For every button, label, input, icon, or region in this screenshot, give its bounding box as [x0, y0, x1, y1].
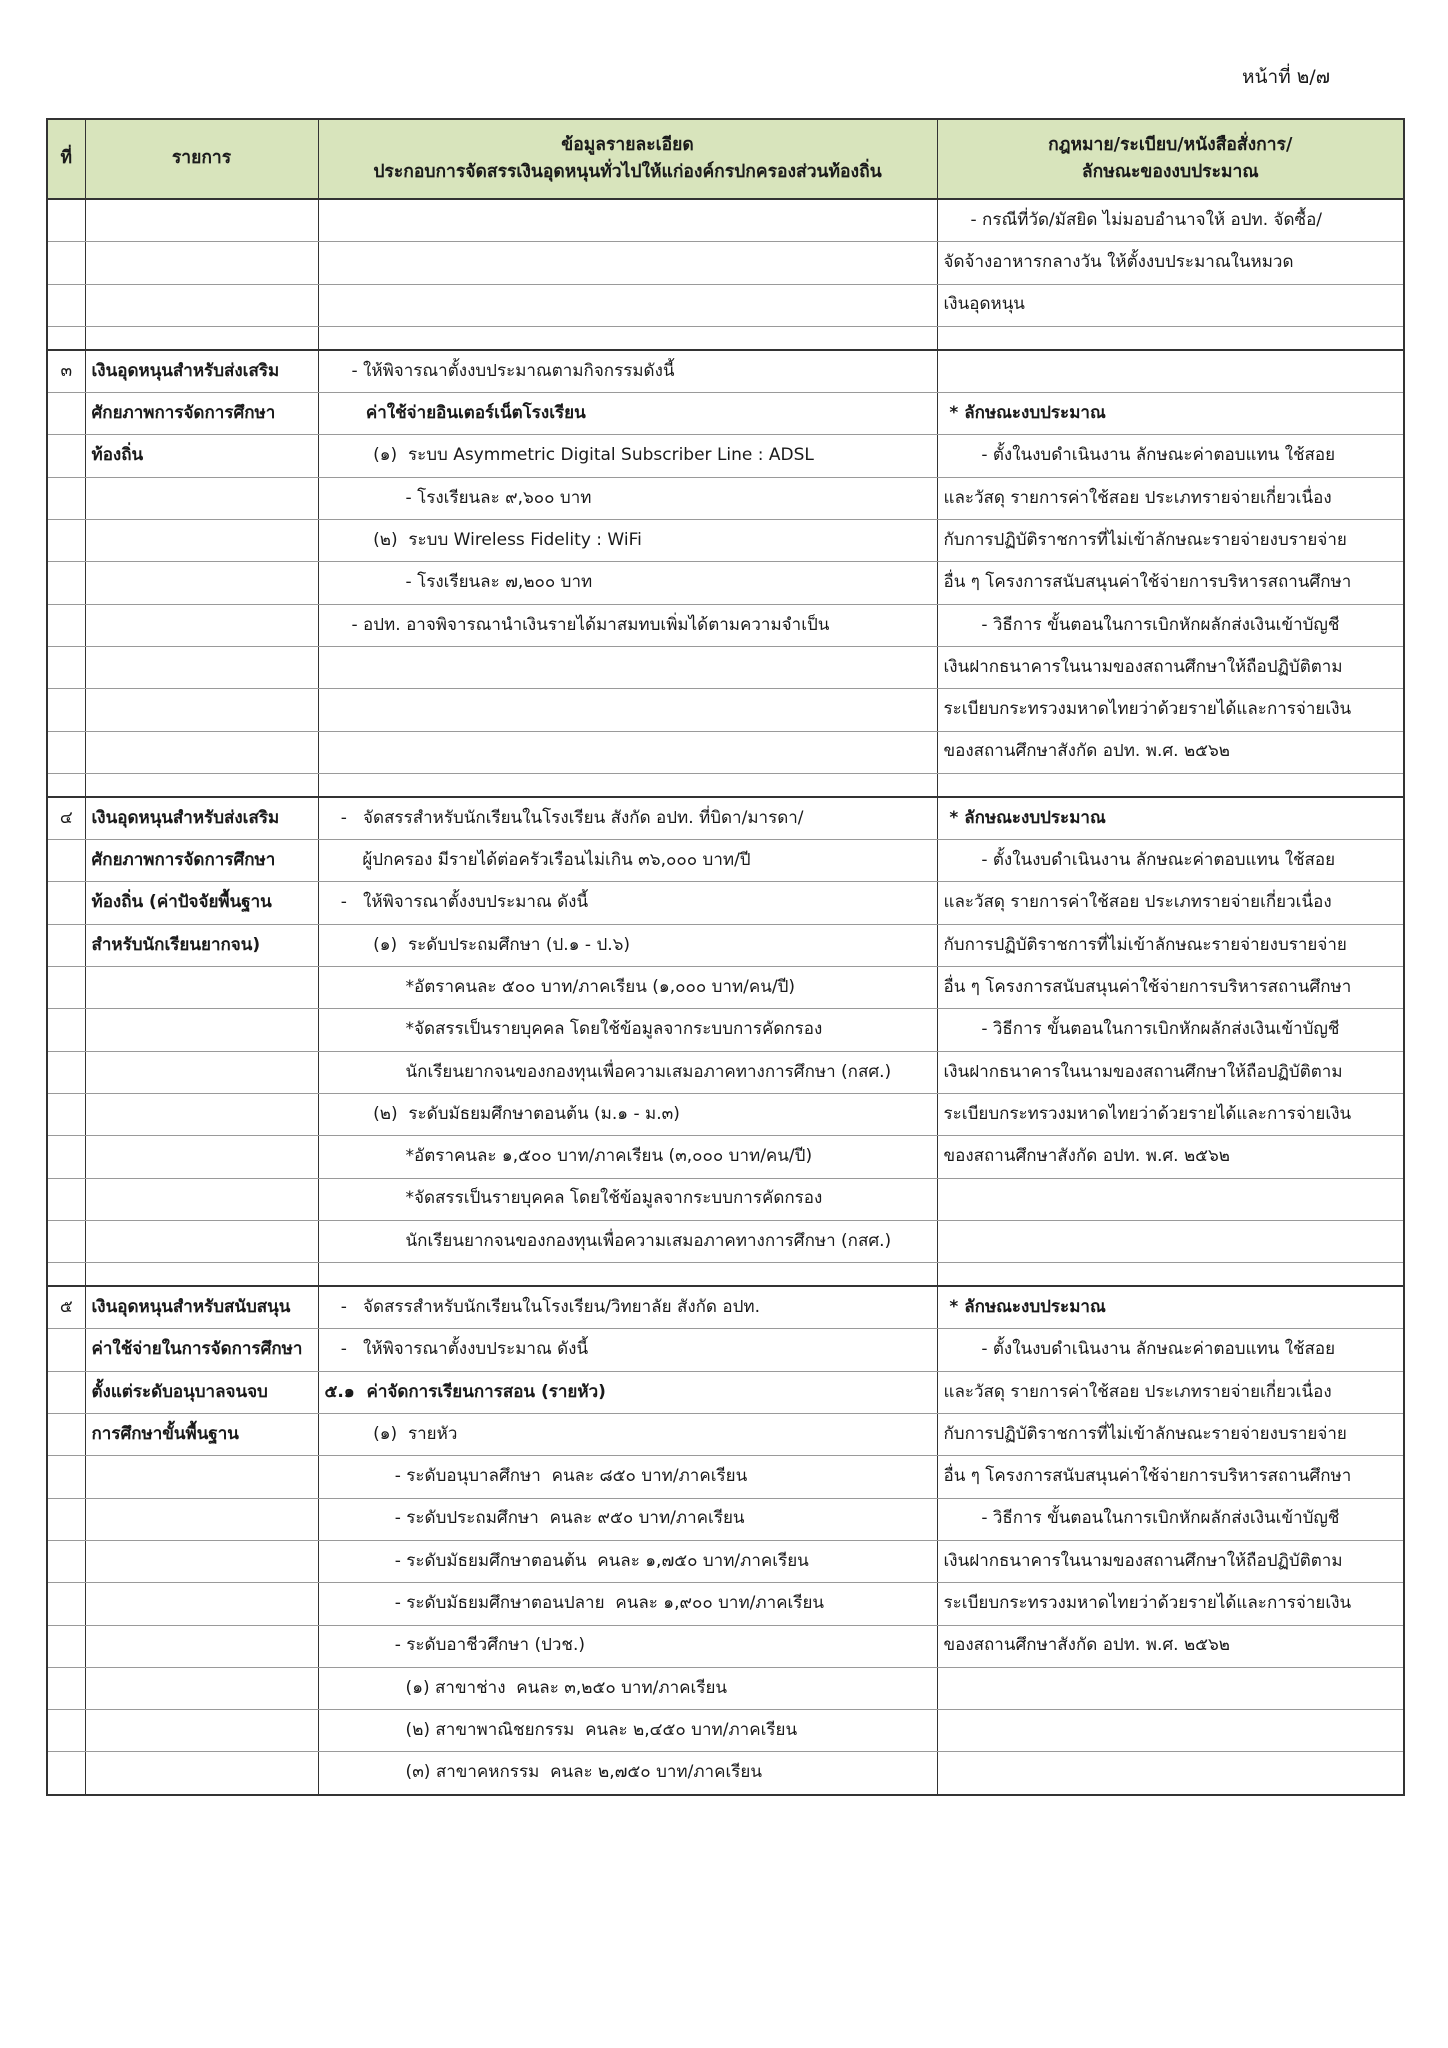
header-detail: [318, 119, 937, 199]
row-law-cell: - วิธีการ ขั้นตอนในการเบิกหักผลักส่งเงินเข้าบัญชี: [937, 604, 1404, 646]
row-number-cell: [47, 773, 85, 797]
row-detail-cell: [318, 646, 937, 688]
header-detail-line1: ข้อมูลรายละเอียด: [561, 134, 694, 155]
row-number-cell: [47, 1583, 85, 1625]
row-detail-cell: - จัดสรรสำหรับนักเรียนในโรงเรียน/วิทยาลัย สังกัด อปท.: [318, 1286, 937, 1329]
row-detail-cell: นักเรียนยากจนของกองทุนเพื่อความเสมอภาคทางการศึกษา (กสศ.): [318, 1220, 937, 1262]
row-title-cell: [85, 1710, 318, 1752]
row-law-cell: อื่น ๆ โครงการสนับสนุนค่าใช้จ่ายการบริหารสถานศึกษา: [937, 1456, 1404, 1498]
row-number-cell: [47, 1371, 85, 1413]
row-title-cell: [85, 1263, 318, 1287]
row-title-cell: [85, 1051, 318, 1093]
row-number-cell: ๓: [47, 350, 85, 393]
row-number-cell: [47, 1414, 85, 1456]
table-row: [47, 1371, 1404, 1413]
row-detail-cell: (๒) ระดับมัธยมศึกษาตอนต้น (ม.๑ - ม.๓): [318, 1093, 937, 1135]
row-detail-cell: - ให้พิจารณาตั้งงบประมาณตามกิจกรรมดังนี้: [318, 350, 937, 393]
header-detail-line2: ประกอบการจัดสรรเงินอุดหนุนทั่วไปให้แก่องค์กรปกครองส่วนท้องถิ่น: [373, 162, 882, 182]
row-title-cell: [85, 242, 318, 284]
row-number-cell: [47, 840, 85, 882]
row-title-cell: [85, 477, 318, 519]
row-title-cell: [85, 1498, 318, 1540]
row-detail-cell: (๓) สาขาคหกรรม คนละ ๒,๗๕๐ บาท/ภาคเรียน: [318, 1752, 937, 1795]
row-number-cell: [47, 242, 85, 284]
row-detail-cell: [318, 242, 937, 284]
table-row: [47, 604, 1404, 646]
row-title-cell: [85, 604, 318, 646]
row-detail-cell: *อัตราคนละ ๕๐๐ บาท/ภาคเรียน (๑,๐๐๐ บาท/คน/ปี): [318, 967, 937, 1009]
row-detail-cell: [318, 731, 937, 773]
row-title-cell: [85, 1667, 318, 1709]
row-title-cell: ศักยภาพการจัดการศึกษา: [85, 840, 318, 882]
row-number-cell: [47, 1009, 85, 1051]
row-title-cell: ท้องถิ่น (ค่าปัจจัยพื้นฐาน: [85, 882, 318, 924]
row-number-cell: [47, 1540, 85, 1582]
row-title-cell: ค่าใช้จ่ายในการจัดการศึกษา: [85, 1329, 318, 1371]
table-row: [47, 731, 1404, 773]
row-law-cell: * ลักษณะงบประมาณ: [937, 797, 1404, 840]
row-law-cell: เงินอุดหนุน: [937, 284, 1404, 326]
table-row: [47, 1220, 1404, 1262]
table-row: [47, 435, 1404, 477]
row-number-cell: [47, 1178, 85, 1220]
row-law-cell: ระเบียบกระทรวงมหาดไทยว่าด้วยรายได้และการจ่ายเงิน: [937, 1093, 1404, 1135]
table-row: [47, 199, 1404, 242]
row-number-cell: [47, 924, 85, 966]
table-row: [47, 1051, 1404, 1093]
table-row: [47, 689, 1404, 731]
table-row: [47, 1286, 1404, 1329]
row-number-cell: [47, 477, 85, 519]
row-title-cell: การศึกษาขั้นพื้นฐาน: [85, 1414, 318, 1456]
row-detail-cell: - ระดับอนุบาลศึกษา คนละ ๘๕๐ บาท/ภาคเรียน: [318, 1456, 937, 1498]
row-law-cell: [937, 1178, 1404, 1220]
row-detail-cell: - โรงเรียนละ ๗,๒๐๐ บาท: [318, 562, 937, 604]
row-law-cell: อื่น ๆ โครงการสนับสนุนค่าใช้จ่ายการบริหารสถานศึกษา: [937, 967, 1404, 1009]
row-detail-cell: - โรงเรียนละ ๙,๖๐๐ บาท: [318, 477, 937, 519]
row-law-cell: [937, 350, 1404, 393]
row-title-cell: [85, 1456, 318, 1498]
row-title-cell: เงินอุดหนุนสำหรับส่งเสริม: [85, 350, 318, 393]
row-law-cell: ของสถานศึกษาสังกัด อปท. พ.ศ. ๒๕๖๒: [937, 1136, 1404, 1178]
row-law-cell: เงินฝากธนาคารในนามของสถานศึกษาให้ถือปฏิบัติตาม: [937, 1540, 1404, 1582]
row-law-cell: กับการปฏิบัติราชการที่ไม่เข้าลักษณะรายจ่ายงบรายจ่าย: [937, 520, 1404, 562]
row-law-cell: - กรณีที่วัด/มัสยิด ไม่มอบอำนาจให้ อปท. จัดซื้อ/: [937, 199, 1404, 242]
row-title-cell: [85, 773, 318, 797]
row-title-cell: [85, 284, 318, 326]
table-row: [47, 326, 1404, 350]
row-detail-cell: - ให้พิจารณาตั้งงบประมาณ ดังนี้: [318, 1329, 937, 1371]
row-law-cell: ระเบียบกระทรวงมหาดไทยว่าด้วยรายได้และการจ่ายเงิน: [937, 1583, 1404, 1625]
row-detail-cell: - อปท. อาจพิจารณานำเงินรายได้มาสมทบเพิ่มได้ตามความจำเป็น: [318, 604, 937, 646]
row-number-cell: [47, 393, 85, 435]
page-number: หน้าที่ ๒/๗: [1242, 66, 1330, 88]
row-number-cell: [47, 967, 85, 1009]
row-law-cell: เงินฝากธนาคารในนามของสถานศึกษาให้ถือปฏิบัติตาม: [937, 646, 1404, 688]
table-row: [47, 393, 1404, 435]
row-law-cell: ของสถานศึกษาสังกัด อปท. พ.ศ. ๒๕๖๒: [937, 1625, 1404, 1667]
row-detail-cell: [318, 689, 937, 731]
row-title-cell: [85, 562, 318, 604]
row-law-cell: [937, 1752, 1404, 1795]
table-row: [47, 1414, 1404, 1456]
row-law-cell: กับการปฏิบัติราชการที่ไม่เข้าลักษณะรายจ่ายงบรายจ่าย: [937, 1414, 1404, 1456]
table-row: [47, 797, 1404, 840]
table-row: [47, 284, 1404, 326]
table-row: [47, 1456, 1404, 1498]
row-law-cell: * ลักษณะงบประมาณ: [937, 393, 1404, 435]
row-detail-cell: (๑) รายหัว: [318, 1414, 937, 1456]
row-detail-cell: [318, 284, 937, 326]
header-law: [937, 119, 1404, 199]
row-title-cell: [85, 1136, 318, 1178]
row-law-cell: - วิธีการ ขั้นตอนในการเบิกหักผลักส่งเงินเข้าบัญชี: [937, 1009, 1404, 1051]
row-law-cell: และวัสดุ รายการค่าใช้สอย ประเภทรายจ่ายเกี่ยวเนื่อง: [937, 882, 1404, 924]
row-law-cell: เงินฝากธนาคารในนามของสถานศึกษาให้ถือปฏิบัติตาม: [937, 1051, 1404, 1093]
table-row: [47, 1009, 1404, 1051]
row-detail-cell: *จัดสรรเป็นรายบุคคล โดยใช้ข้อมูลจากระบบการคัดกรอง: [318, 1178, 937, 1220]
row-title-cell: [85, 1583, 318, 1625]
row-number-cell: [47, 1498, 85, 1540]
row-number-cell: [47, 1051, 85, 1093]
table-row: [47, 1178, 1404, 1220]
table-row: [47, 477, 1404, 519]
row-law-cell: ของสถานศึกษาสังกัด อปท. พ.ศ. ๒๕๖๒: [937, 731, 1404, 773]
row-number-cell: [47, 646, 85, 688]
header-law-line2: ลักษณะของงบประมาณ: [1081, 162, 1259, 182]
row-number-cell: [47, 1456, 85, 1498]
row-detail-cell: - ให้พิจารณาตั้งงบประมาณ ดังนี้: [318, 882, 937, 924]
row-detail-cell: - ระดับมัธยมศึกษาตอนปลาย คนละ ๑,๙๐๐ บาท/ภาคเรียน: [318, 1583, 937, 1625]
row-title-cell: [85, 1752, 318, 1795]
row-detail-cell: - ระดับมัธยมศึกษาตอนต้น คนละ ๑,๗๕๐ บาท/ภาคเรียน: [318, 1540, 937, 1582]
row-title-cell: เงินอุดหนุนสำหรับสนับสนุน: [85, 1286, 318, 1329]
row-number-cell: [47, 1263, 85, 1287]
row-detail-cell: นักเรียนยากจนของกองทุนเพื่อความเสมอภาคทางการศึกษา (กสศ.): [318, 1051, 937, 1093]
row-law-cell: [937, 1667, 1404, 1709]
row-detail-cell: ๕.๑ ค่าจัดการเรียนการสอน (รายหัว): [318, 1371, 937, 1413]
table-row: [47, 924, 1404, 966]
row-detail-cell: (๑) สาขาช่าง คนละ ๓,๒๕๐ บาท/ภาคเรียน: [318, 1667, 937, 1709]
header-item: รายการ: [85, 119, 318, 199]
row-law-cell: - ตั้งในงบดำเนินงาน ลักษณะค่าตอบแทน ใช้สอย: [937, 435, 1404, 477]
row-law-cell: [937, 1263, 1404, 1287]
row-detail-cell: *อัตราคนละ ๑,๕๐๐ บาท/ภาคเรียน (๓,๐๐๐ บาท/คน/ปี): [318, 1136, 937, 1178]
header-no: ที่: [47, 119, 85, 199]
row-law-cell: - วิธีการ ขั้นตอนในการเบิกหักผลักส่งเงินเข้าบัญชี: [937, 1498, 1404, 1540]
allocation-table: [46, 118, 1405, 1796]
row-detail-cell: - จัดสรรสำหรับนักเรียนในโรงเรียน สังกัด อปท. ที่บิดา/มารดา/: [318, 797, 937, 840]
row-detail-cell: [318, 326, 937, 350]
row-number-cell: [47, 1329, 85, 1371]
row-title-cell: [85, 1540, 318, 1582]
row-title-cell: เงินอุดหนุนสำหรับส่งเสริม: [85, 797, 318, 840]
row-detail-cell: (๒) ระบบ Wireless Fidelity : WiFi: [318, 520, 937, 562]
row-number-cell: [47, 604, 85, 646]
table-row: [47, 773, 1404, 797]
row-title-cell: [85, 646, 318, 688]
row-title-cell: [85, 1220, 318, 1262]
row-law-cell: - ตั้งในงบดำเนินงาน ลักษณะค่าตอบแทน ใช้สอย: [937, 840, 1404, 882]
table-row: [47, 1710, 1404, 1752]
row-title-cell: [85, 967, 318, 1009]
row-law-cell: - ตั้งในงบดำเนินงาน ลักษณะค่าตอบแทน ใช้สอย: [937, 1329, 1404, 1371]
row-number-cell: ๔: [47, 797, 85, 840]
table-row: [47, 1498, 1404, 1540]
table-row: [47, 1329, 1404, 1371]
row-number-cell: [47, 1220, 85, 1262]
row-number-cell: [47, 284, 85, 326]
row-number-cell: [47, 199, 85, 242]
row-number-cell: [47, 1625, 85, 1667]
row-title-cell: [85, 326, 318, 350]
row-law-cell: จัดจ้างอาหารกลางวัน ให้ตั้งงบประมาณในหมวด: [937, 242, 1404, 284]
row-law-cell: อื่น ๆ โครงการสนับสนุนค่าใช้จ่ายการบริหารสถานศึกษา: [937, 562, 1404, 604]
row-number-cell: [47, 882, 85, 924]
row-detail-cell: [318, 199, 937, 242]
table-row: [47, 646, 1404, 688]
row-detail-cell: (๑) ระบบ Asymmetric Digital Subscriber Line : ADSL: [318, 435, 937, 477]
row-number-cell: ๕: [47, 1286, 85, 1329]
row-detail-cell: ค่าใช้จ่ายอินเตอร์เน็ตโรงเรียน: [318, 393, 937, 435]
row-detail-cell: ผู้ปกครอง มีรายได้ต่อครัวเรือนไม่เกิน ๓๖,๐๐๐ บาท/ปี: [318, 840, 937, 882]
row-number-cell: [47, 326, 85, 350]
row-law-cell: กับการปฏิบัติราชการที่ไม่เข้าลักษณะรายจ่ายงบรายจ่าย: [937, 924, 1404, 966]
table-row: [47, 562, 1404, 604]
table-row: [47, 520, 1404, 562]
table-row: [47, 1583, 1404, 1625]
row-title-cell: [85, 1625, 318, 1667]
row-title-cell: [85, 199, 318, 242]
row-detail-cell: [318, 773, 937, 797]
table-body: [47, 199, 1404, 1795]
table-row: [47, 882, 1404, 924]
row-law-cell: [937, 773, 1404, 797]
table-row: [47, 1540, 1404, 1582]
table-row: [47, 242, 1404, 284]
row-number-cell: [47, 1710, 85, 1752]
row-number-cell: [47, 1093, 85, 1135]
row-number-cell: [47, 435, 85, 477]
table-row: [47, 1667, 1404, 1709]
row-title-cell: [85, 1093, 318, 1135]
row-title-cell: [85, 689, 318, 731]
row-detail-cell: - ระดับประถมศึกษา คนละ ๙๕๐ บาท/ภาคเรียน: [318, 1498, 937, 1540]
row-law-cell: [937, 1710, 1404, 1752]
row-number-cell: [47, 1752, 85, 1795]
row-number-cell: [47, 1136, 85, 1178]
row-number-cell: [47, 1667, 85, 1709]
row-title-cell: [85, 1009, 318, 1051]
table-row: [47, 1625, 1404, 1667]
table-row: [47, 1752, 1404, 1795]
row-title-cell: ตั้งแต่ระดับอนุบาลจนจบ: [85, 1371, 318, 1413]
row-title-cell: สำหรับนักเรียนยากจน): [85, 924, 318, 966]
row-title-cell: [85, 731, 318, 773]
row-law-cell: และวัสดุ รายการค่าใช้สอย ประเภทรายจ่ายเกี่ยวเนื่อง: [937, 477, 1404, 519]
row-law-cell: ระเบียบกระทรวงมหาดไทยว่าด้วยรายได้และการจ่ายเงิน: [937, 689, 1404, 731]
table-row: [47, 1093, 1404, 1135]
row-detail-cell: (๑) ระดับประถมศึกษา (ป.๑ - ป.๖): [318, 924, 937, 966]
row-detail-cell: - ระดับอาชีวศึกษา (ปวช.): [318, 1625, 937, 1667]
table-row: [47, 350, 1404, 393]
table-header-row: [47, 119, 1404, 199]
row-detail-cell: *จัดสรรเป็นรายบุคคล โดยใช้ข้อมูลจากระบบการคัดกรอง: [318, 1009, 937, 1051]
table-row: [47, 967, 1404, 1009]
row-title-cell: ท้องถิ่น: [85, 435, 318, 477]
row-law-cell: * ลักษณะงบประมาณ: [937, 1286, 1404, 1329]
row-number-cell: [47, 731, 85, 773]
table-row: [47, 1263, 1404, 1287]
row-detail-cell: [318, 1263, 937, 1287]
row-number-cell: [47, 562, 85, 604]
row-detail-cell: (๒) สาขาพาณิชยกรรม คนละ ๒,๔๕๐ บาท/ภาคเรียน: [318, 1710, 937, 1752]
table-row: [47, 1136, 1404, 1178]
row-number-cell: [47, 689, 85, 731]
header-law-line1: กฎหมาย/ระเบียบ/หนังสือสั่งการ/: [1048, 134, 1293, 155]
row-title-cell: [85, 520, 318, 562]
table-row: [47, 840, 1404, 882]
row-law-cell: และวัสดุ รายการค่าใช้สอย ประเภทรายจ่ายเกี่ยวเนื่อง: [937, 1371, 1404, 1413]
row-number-cell: [47, 520, 85, 562]
row-law-cell: [937, 1220, 1404, 1262]
row-title-cell: ศักยภาพการจัดการศึกษา: [85, 393, 318, 435]
row-law-cell: [937, 326, 1404, 350]
row-title-cell: [85, 1178, 318, 1220]
